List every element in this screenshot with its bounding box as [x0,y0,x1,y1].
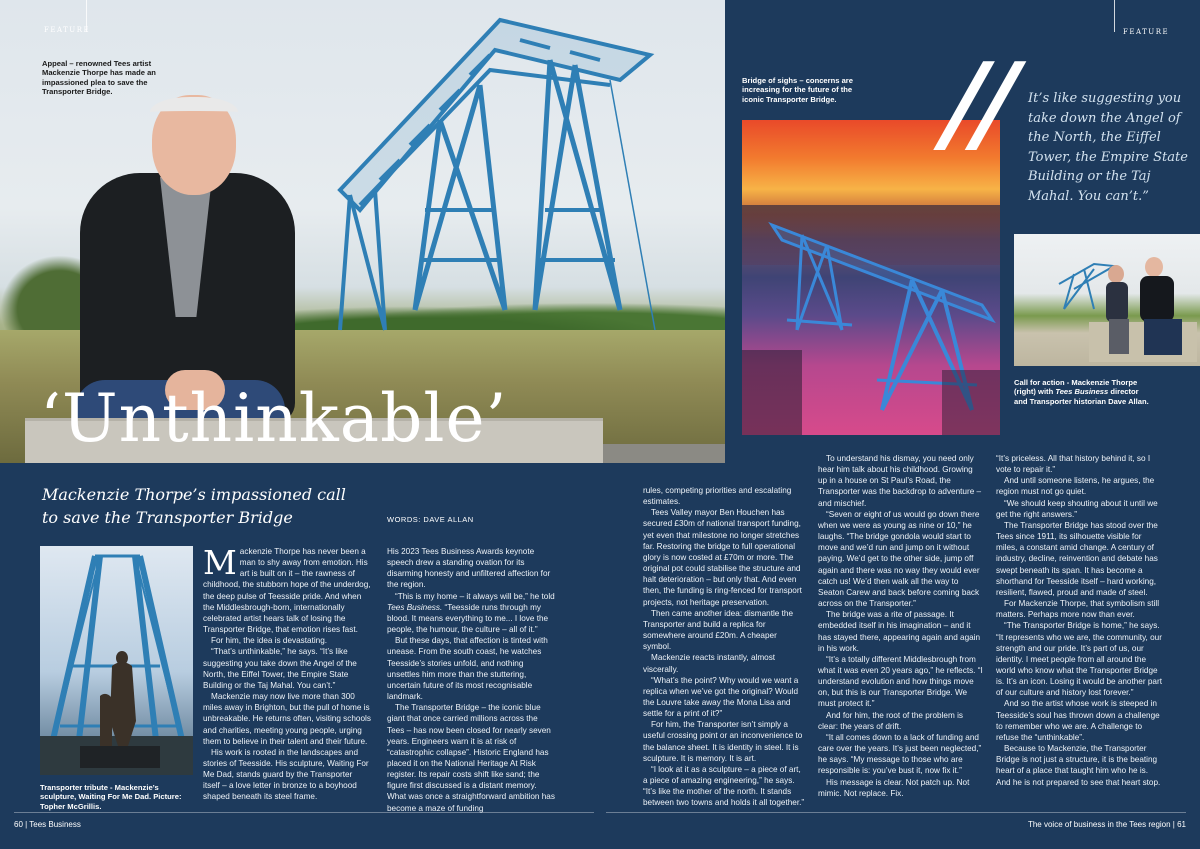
headline: ‘Unthinkable’ [40,380,508,457]
call-for-action-photo [1014,234,1200,366]
feature-tag-right: FEATURE [1123,28,1170,36]
folio-right: The voice of business in the Tees region | 61 [1027,820,1186,829]
feature-tag-left: FEATURE [44,26,91,34]
standfirst: Mackenzie Thorpe’s impassioned call to save the Transporter Bridge [42,485,346,528]
byline: WORDS: DAVE ALLAN [387,515,474,524]
column-4: To understand his dismay, you need only hear him talk about his childhood. Growing up in a house on St Paul’s Road, the Transporter was the backdrop to adventure – and mischief. “Seven or eight of us would go down there when we were as young as nine or 10,” he laughs. “The bridge gondola would start to move and we’d run and jump on it without paying. We’d get to the other side, jump off again and there was no way they would ever catch us! We’d then walk all the way to Seaton Carew and back before coming back across on the Transporter.” The bridge was a rite of passage. It embedded itself in his imagination – and it has stayed there, appearing again and again in his work. “It’s a totally different Middlesbrough from what it was even 20 years ago,” he reflects. “I understand evolution and how things move on, but this is our Transporter Bridge. We must protect it.” And for him, the root of the problem is clear: the years of drift. “It all comes down to a lack of funding and care over the years. It’s just been neglected,” he says. “My message to those who are responsible is: you’ve bust it, now fix it.” His message is clear. Not patch up. Not mimic. Not replace. Fix. [818,454,983,798]
bridge-caption: Bridge of sighs – concerns are increasing for the future of the iconic Transporter Bridge. [742,76,853,104]
sculpture-photo [40,546,193,775]
sculpture-caption: Transporter tribute - Mackenzie’s sculpture, Waiting For Me Dad. Picture: Topher McGrillis. [40,783,182,811]
hero-caption: Appeal – renowned Tees artist Mackenzie Thorpe has made an impassioned plea to save the Transporter Bridge. [42,59,156,97]
column-3: rules, competing priorities and escalating estimates. Tees Valley mayor Ben Houchen has secured £30m of national transport funding, yet even that milestone no longer stretches far. Restoring the bridge to full operational glory is now costed at £70m or more. The original pot could stabilise the structure and halt deterioration – but only that. And even then, the funding is ring-fenced for transport projects, not heritage preservation. Then came another idea: dismantle the Transporter and build a replica for somewhere around £20m. A cheaper symbol. Mackenzie reacts instantly, almost viscerally. “What’s the point? Why would we want a replica when we’ve got the original? Would the Louvre take away the Mona Lisa and settle for a print of it?” For him, the Transporter isn’t simply a useful crossing point or an inconvenience to the balance sheet. It is identity in steel. It is sculpture. It is memory. It is art. “I look at it as a sculpture – a piece of art, a piece of amazing engineering,” he says. “It’s like the mother of the north. It stands between two towns and holds it all together.” [643,486,805,808]
column-1: Mackenzie Thorpe has never been a man to shy away from emotion. His art is built on it – the rawness of childhood, the stubborn hope of the underdog, the deep pulse of Teesside pride. And when the Middlesbrough-born, internationally celebrated artist hears talk of losing the Transporter Bridge, that emotion rises fast. For him, the idea is devastating. “That’s unthinkable,” he says. “It’s like suggesting you take down the Angel of the North, the Eiffel Tower, the Empire State Building or the Taj Mahal. You can’t.” Mackenzie may now live more than 300 miles away in Brighton, but the pull of home is unbreakable. He returns often, visiting schools and charities, meeting young people, urging them to believe in their talent and their future. His work is rooted in the landscapes and stories of Teesside. His sculpture, Waiting For Me Dad, stands guard by the Transporter itself – a love letter in bronze to a boyhood shaped beneath its steel frame. [203,543,371,802]
folio-left: 60 | Tees Business [14,820,81,829]
transporter-bridge-illustration [320,10,660,340]
folio-rule-left [14,812,594,813]
folio-rule-right [606,812,1186,813]
tag-rule-right [1114,0,1115,32]
call-for-action-caption: Call for action - Mackenzie Thorpe (right) with Tees Business director and Transporter historian Dave Allan. [1014,378,1149,406]
pull-quote: It’s like suggesting you take down the Angel of the North, the Eiffel Tower, the Empire State Building or the Taj Mahal. You can’t.” [1028,91,1188,204]
road [603,444,725,463]
column-2: His 2023 Tees Business Awards keynote speech drew a standing ovation for its disarming honesty and unfiltered affection for the region. “This is my home – it always will be,” he told Tees Business. “Teesside runs through my blood. It means everything to me... I love the people, the humour, the culture – all of it.” But these days, that affection is tinted with unease. From the south coast, he watches Teesside’s stories unfold, and nothing unsettles him more than the stuttering, uncertain future of its most recognisable landmark. The Transporter Bridge – the iconic blue giant that once carried millions across the Tees – has now been closed for nearly seven years. Engineers warn it is at risk of “catastrophic collapse”. Historic England has placed it on the National Heritage At Risk register. Its repair costs shift like sand; the figure first discussed is a distant memory. What was once a straightforward ambition has become a maze of funding [387,547,555,813]
column-5: “It’s priceless. All that history behind it, so I vote to repair it.” And until someone listens, he argues, the region must not go quiet. “We should keep shouting about it until we get the right answers.” The Transporter Bridge has stood over the Tees since 1911, its silhouette visible for miles, a constant amid change. A century of industry, decline, reinvention and debate has swept beneath its span. It has become a shorthand for Teesside itself – hard working, resilient, flawed, proud and made of steel. For Mackenzie Thorpe, that symbolism still matters. Perhaps more now than ever. “The Transporter Bridge is home,” he says. “It represents who we are, the community, our strength and our pride. It’s part of us, our identity. I meet people from all around the world who know what the Transporter Bridge is. It’s an icon. Losing it would be another part of our culture and history lost forever.” And so the artist whose work is steeped in Teesside’s soul has thrown down a challenge to remember who we are. A challenge to refuse the “unthinkable”. Because to Mackenzie, the Transporter Bridge is not just a structure, it is the beating heart of a place that taught him who he is. And he is not prepared to see that heart stop. [996,454,1162,787]
sunset-bridge-photo [742,120,1000,435]
quote-mark: // [929,40,1024,166]
dropcap: M [203,543,237,582]
